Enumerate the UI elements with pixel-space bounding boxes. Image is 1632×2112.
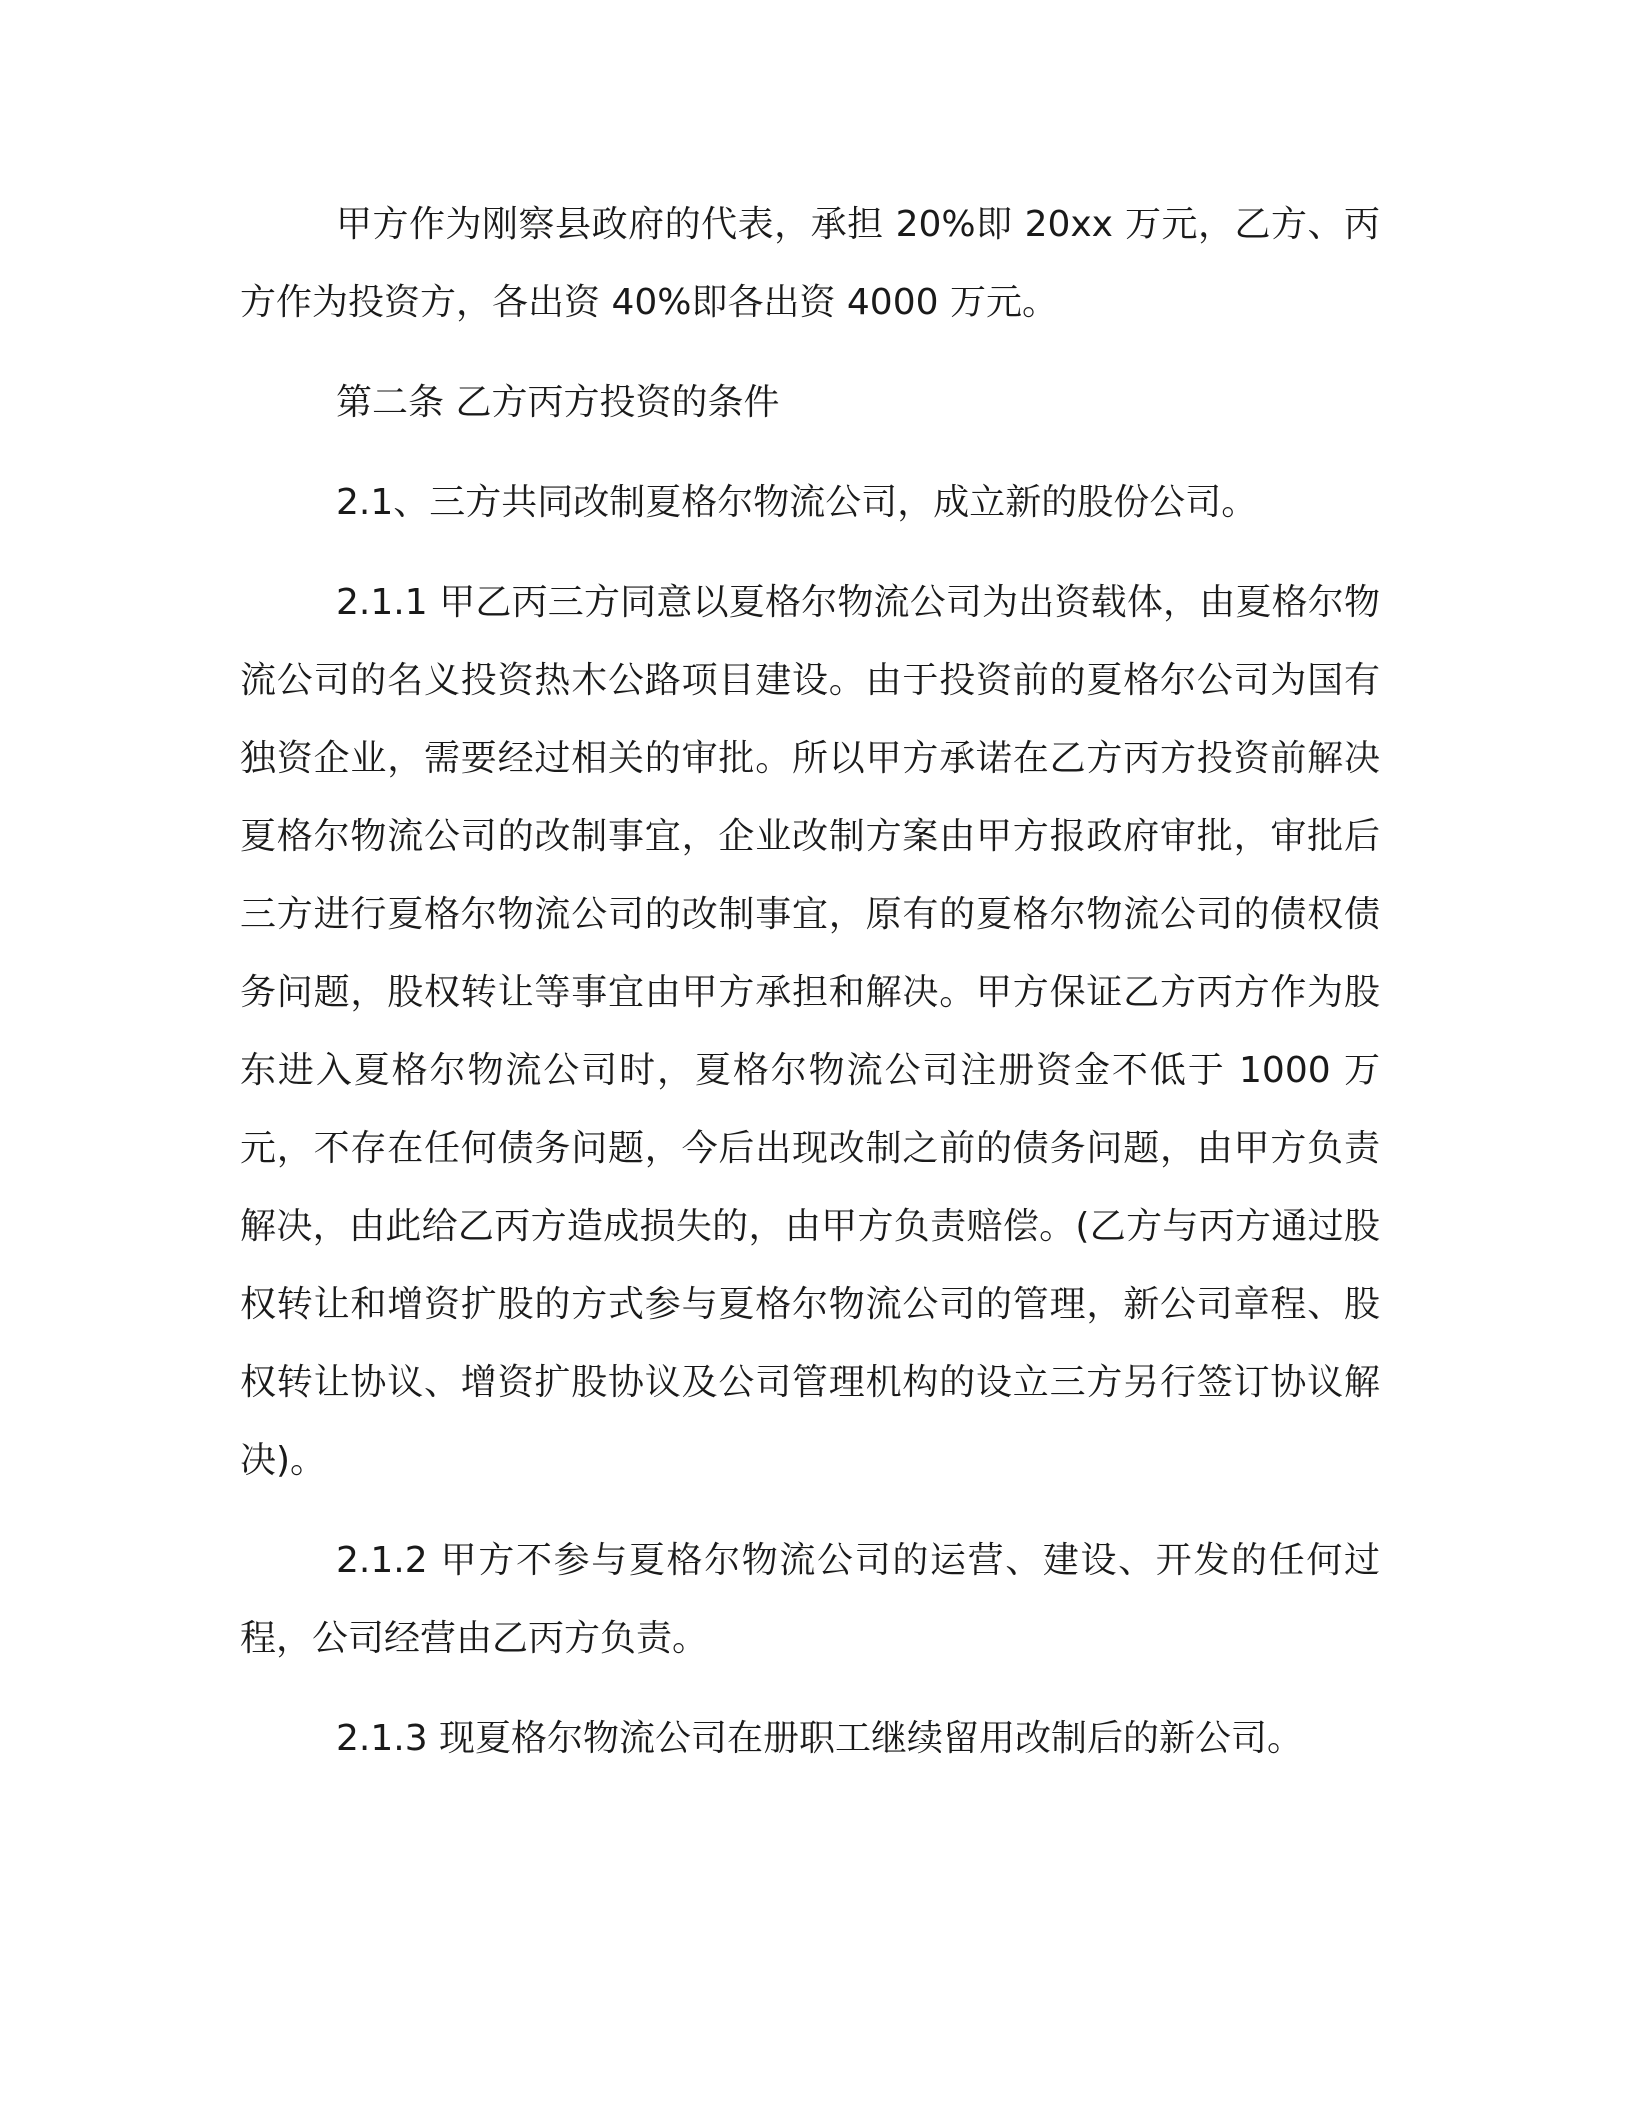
- article-two-heading: 第二条 乙方丙方投资的条件: [336, 382, 780, 423]
- paragraph-capital-contribution: 甲方作为刚察县政府的代表，承担 20%即 20xx 万元，乙方、丙方作为投资方，各出资 40%即各出资 4000 万元。: [240, 204, 1380, 323]
- clause-2-1: 2.1、三方共同改制夏格尔物流公司，成立新的股份公司。: [336, 482, 1258, 523]
- clause-2-1-2: 2.1.2 甲方不参与夏格尔物流公司的运营、建设、开发的任何过程，公司经营由乙丙方负责。: [240, 1540, 1380, 1659]
- document-page: [240, 186, 1380, 1800]
- clause-2-1-1: 2.1.1 甲乙丙三方同意以夏格尔物流公司为出资载体，由夏格尔物流公司的名义投资热木公路项目建设。由于投资前的夏格尔公司为国有独资企业，需要经过相关的审批。所以甲方承诺在乙方丙方投资前解决夏格尔物流公司的改制事宜，企业改制方案由甲方报政府审批，审批后三方进行夏格尔物流公司的改制事宜，原有的夏格尔物流公司的债权债务问题，股权转让等事宜由甲方承担和解决。甲方保证乙方丙方作为股东进入夏格尔物流公司时，夏格尔物流公司注册资金不低于 1000 万元，不存在任何债务问题，今后出现改制之前的债务问题，由甲方负责解决，由此给乙丙方造成损失的，由甲方负责赔偿。(乙方与丙方通过股权转让和增资扩股的方式参与夏格尔物流公司的管理，新公司章程、股权转让协议、增资扩股协议及公司管理机构的设立三方另行签订协议解决)。: [240, 582, 1380, 1481]
- clause-2-1-3: 2.1.3 现夏格尔物流公司在册职工继续留用改制后的新公司。: [336, 1718, 1304, 1759]
